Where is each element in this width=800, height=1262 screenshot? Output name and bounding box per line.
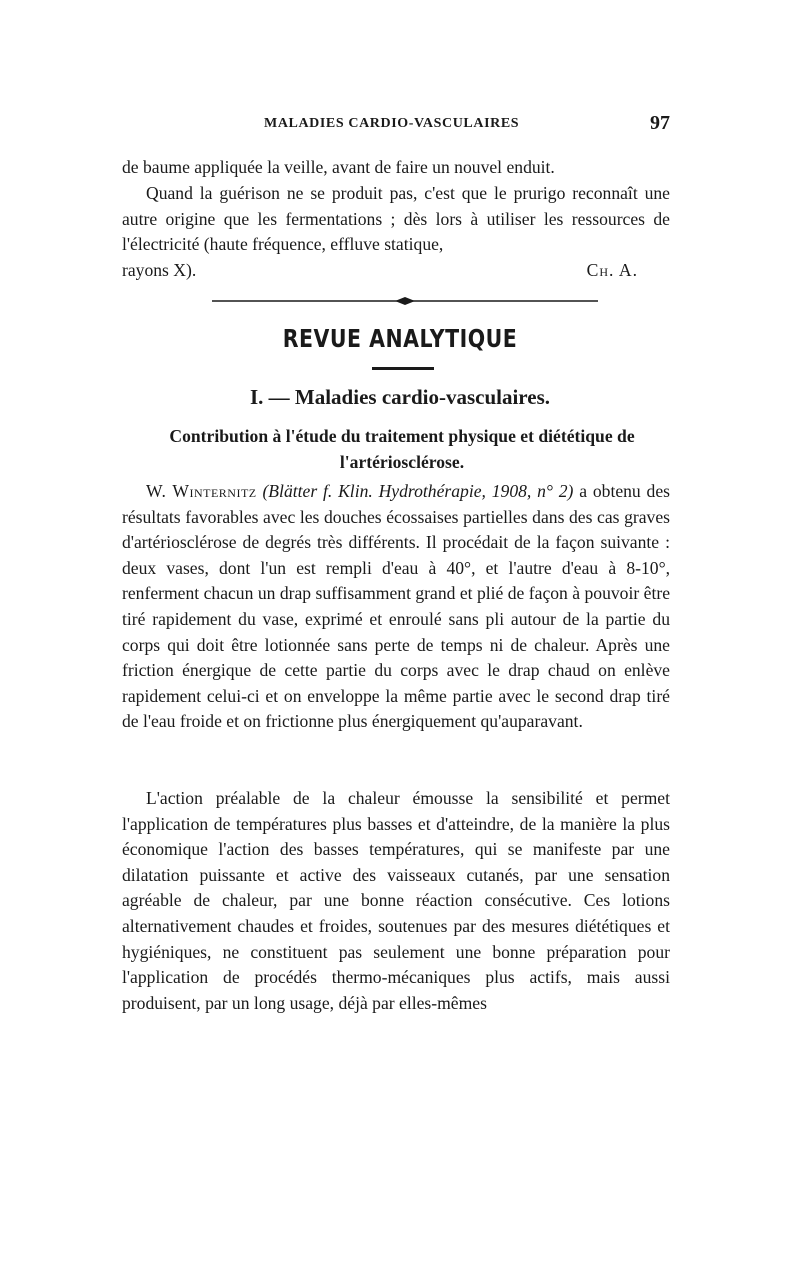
- article-source: (Blätter f. Klin. Hydrothérapie, 1908, n° 2): [256, 481, 574, 501]
- article-author: W. Winternitz: [146, 481, 257, 501]
- article-body-1: a obtenu des résultats favorables avec les douches écossaises partielles dans des cas graves d'artériosclérose de degrés très différents. Il procédait de la façon suivante : deux vases, dont l'un est rempli d'eau à 40°, et l'autre d'eau à 8-10°, renferment chacun un drap suffisamment grand et plié de façon à pouvoir être tiré rapidement du vase, exprimé et enroulé sans pli autour de la partie du corps qui doit être lotionnée sans perte de temps ni de chaleur. Après une friction énergique de cette partie du corps avec le drap chaud on enlève rapidement celui-ci et on enveloppe la même partie avec le second drap tiré de l'eau froide et on frictionne plus énergiquement qu'auparavant.: [122, 481, 670, 732]
- section-title-rule: [372, 367, 434, 370]
- continued-paragraph-end: de baume appliquée la veille, avant de faire un nouvel enduit.: [122, 157, 555, 177]
- author-signature: Ch. A.: [586, 260, 638, 280]
- page-number: 97: [650, 112, 670, 134]
- article-title: Contribution à l'étude du traitement physique et diététique de l'artériosclérose.: [169, 426, 635, 472]
- chapter-title: I. — Maladies cardio-vasculaires.: [249, 385, 550, 409]
- article-paragraph-2: L'action préalable de la chaleur émousse la sensibilité et permet l'application de températures plus basses et d'atteindre, de la manière la plus économique l'action des basses températures, qui se manifeste par une dilatation puissante et active des vaisseaux cutanés, par une sensation agréable de chaleur, par une bonne réaction consécutive. Ces lotions alternativement chaudes et froides, soutenues par des mesures diététiques et hygiéniques, ne constituent pas seulement une bonne préparation pour l'application de procédés thermo-mécaniques plus actifs, mais aussi produisent, par un long usage, déjà par elles-mêmes: [122, 788, 670, 1013]
- running-head: [122, 112, 670, 140]
- article-paragraph-1: [122, 479, 670, 735]
- section-title: REVUE ANALYTIQUE: [282, 324, 518, 353]
- running-title: MALADIES CARDIO-VASCULAIRES: [264, 116, 520, 131]
- paragraph-last-line: rayons X).: [122, 260, 197, 280]
- signature-line: [122, 258, 670, 284]
- paragraph-electricity: Quand la guérison ne se produit pas, c'est que le prurigo reconnaît une autre origine que les fermentations ; dès lors à utiliser les ressources de l'électricité (haute fréquence, effluve statique,: [122, 183, 670, 255]
- ornamental-divider: [212, 296, 598, 306]
